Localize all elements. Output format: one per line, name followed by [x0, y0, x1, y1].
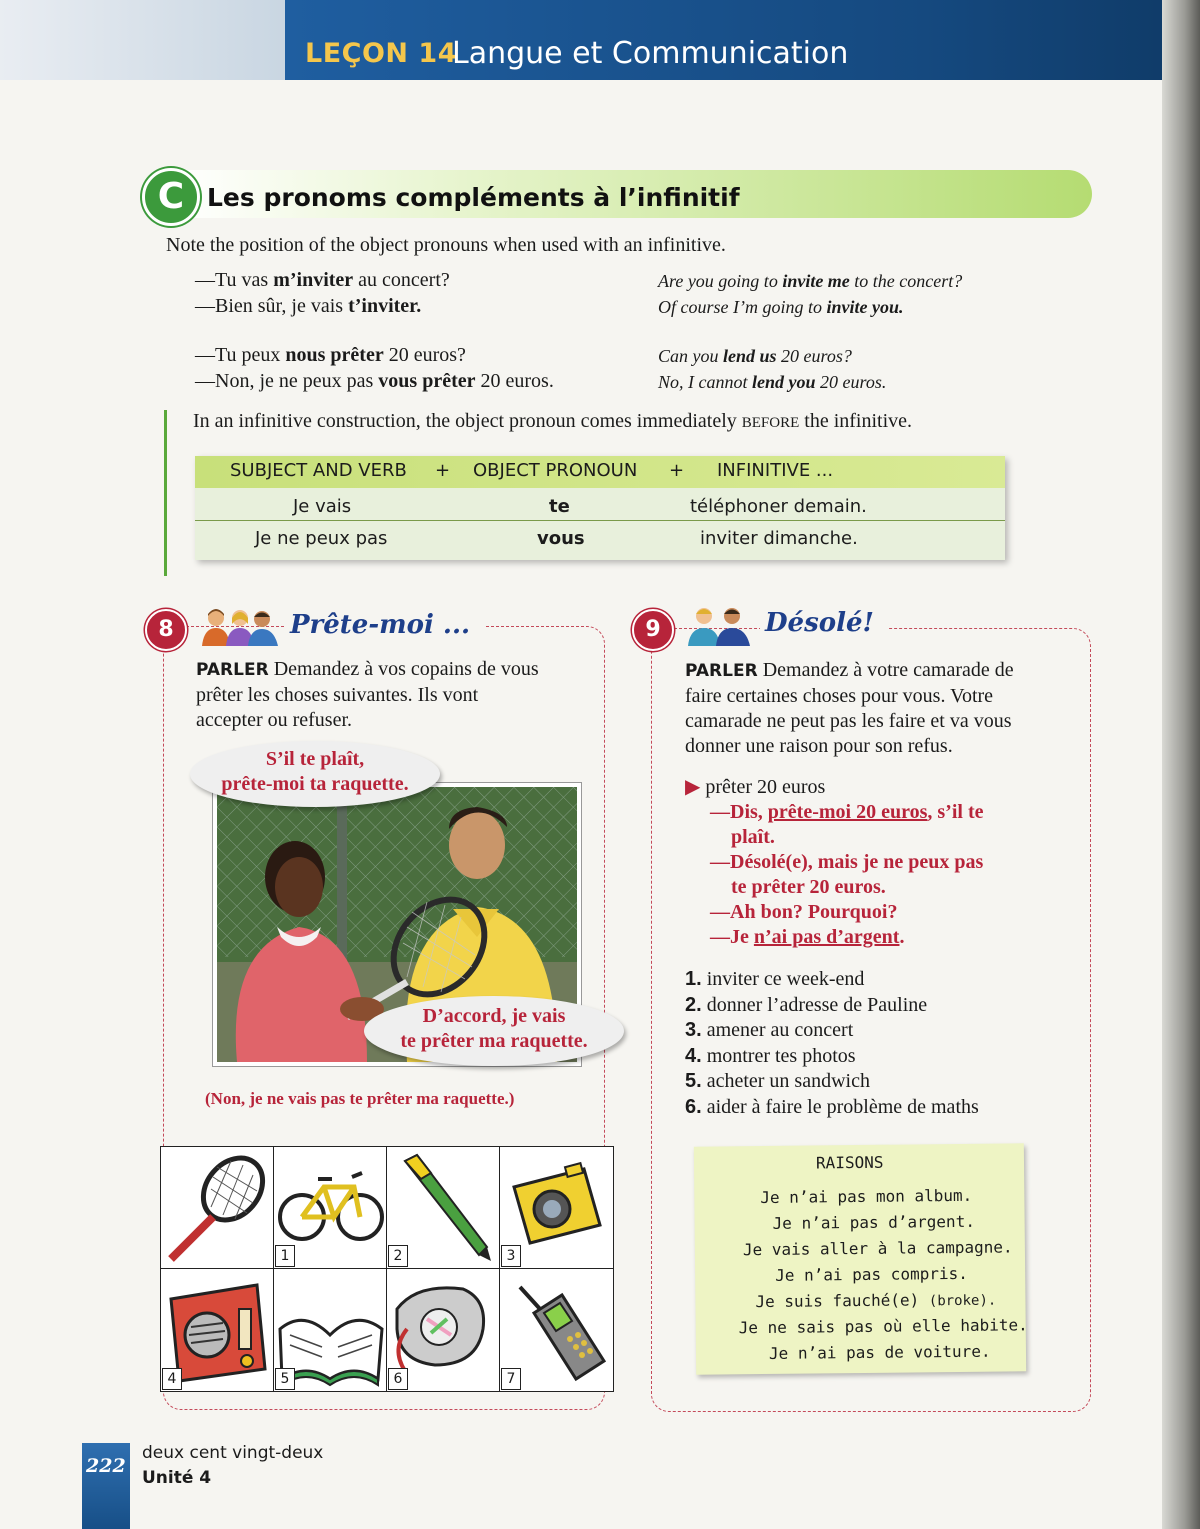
table-cell-subject-2: Je ne peux pas — [255, 528, 388, 549]
activity-8-number: 8 — [145, 609, 187, 651]
activity-9-instructions: PARLER Demandez à votre camarade de faire certaines choses pour vous. Votre camarade ne peut pas les faire et va vous donner une raison pour son refus. — [685, 659, 1014, 757]
raison-7: Je n’ai pas de voiture. — [768, 1341, 991, 1363]
raison-5: Je suis fauché(e) (broke). — [755, 1290, 997, 1312]
example-en-4: No, I cannot lend you 20 euros. — [658, 372, 887, 392]
section-intro: Note the position of the object pronouns when used with an infinitive. — [166, 234, 726, 256]
grid-number-1: 1 — [275, 1245, 295, 1267]
lesson-title: Langue et Communication — [452, 36, 849, 71]
example-fr-4: —Non, je ne peux pas vous prêter 20 euros. — [195, 370, 554, 392]
th-subject-verb: SUBJECT AND VERB — [230, 460, 407, 481]
parler-label-8: PARLER — [196, 660, 269, 680]
grid-cell-4 — [161, 1269, 274, 1391]
grammar-table-header — [195, 456, 1005, 488]
activity-9-number: 9 — [632, 609, 674, 651]
book-spine-shadow — [1162, 0, 1200, 1529]
table-cell-infinitive-2: inviter dimanche. — [700, 528, 858, 549]
table-cell-pronoun-2: vous — [537, 528, 585, 549]
grid-cell-6 — [387, 1269, 500, 1391]
header-left-band — [0, 0, 285, 80]
list-item: 1. inviter ce week-end — [685, 968, 865, 990]
rule-accent-line — [164, 410, 167, 576]
table-cell-pronoun-1: te — [549, 496, 570, 517]
tennis-racket-icon — [161, 1147, 274, 1269]
grid-number-2: 2 — [388, 1245, 408, 1267]
model-cue: ▶ prêter 20 euros — [685, 776, 826, 798]
list-item: 4. montrer tes photos — [685, 1044, 856, 1067]
th-plus-2: + — [669, 460, 685, 481]
grid-cell-5 — [274, 1269, 387, 1391]
rule-text: In an infinitive construction, the object pronoun comes immediately BEFORE the infinitive. — [193, 410, 913, 432]
table-cell-subject-1: Je vais — [293, 496, 352, 517]
example-en-1: Are you going to invite me to the concert? — [658, 271, 963, 291]
lesson-label: LEÇON 14 — [305, 38, 457, 69]
grid-cell-3 — [500, 1147, 613, 1269]
example-fr-1: —Tu vas m’inviter au concert? — [195, 269, 450, 291]
example-en-2: Of course I’m going to invite you. — [658, 297, 904, 317]
raison-3: Je vais aller à la campagne. — [742, 1237, 1013, 1260]
section-title: Les pronoms compléments à l’infinitif — [207, 183, 740, 212]
grid-number-7: 7 — [501, 1368, 521, 1390]
grid-cell-1 — [274, 1147, 387, 1269]
grid-cell-7 — [500, 1269, 613, 1391]
list-item: 3. amener au concert — [685, 1019, 854, 1041]
raisons-title: RAISONS — [815, 1152, 884, 1173]
list-item: 5. acheter un sandwich — [685, 1070, 870, 1092]
page-number: 222 — [86, 1455, 126, 1477]
parler-label-9: PARLER — [685, 661, 758, 681]
play-triangle-icon: ▶ — [685, 776, 701, 798]
page-number-words: deux cent vingt-deux — [142, 1443, 324, 1463]
activity-8-title: Prête-moi ... — [290, 610, 471, 640]
example-fr-2: —Bien sûr, je vais t’inviter. — [195, 295, 422, 317]
raison-4: Je n’ai pas compris. — [775, 1263, 968, 1285]
speech-bubble-reply: D’accord, je vais te prêter ma raquette. — [364, 996, 624, 1066]
grid-cell-model — [161, 1147, 274, 1269]
grid-cell-2 — [387, 1147, 500, 1269]
table-divider — [195, 520, 1005, 521]
example-fr-3: —Tu peux nous prêter 20 euros? — [195, 344, 466, 366]
speech-bubble-request: S’il te plaît, prête-moi ta raquette. — [190, 741, 440, 807]
activity-9-title: Désolé! — [765, 608, 874, 638]
grid-number-5: 5 — [275, 1368, 295, 1390]
raison-1: Je n’ai pas mon album. — [760, 1185, 973, 1208]
table-cell-infinitive-1: téléphoner demain. — [690, 496, 867, 517]
grid-number-4: 4 — [162, 1368, 182, 1390]
list-item: 2. donner l’adresse de Pauline — [685, 993, 928, 1016]
th-infinitive: INFINITIVE ... — [717, 460, 834, 481]
model-dialogue: —Dis, prête-moi 20 euros, s’il te plaît. —Désolé(e), mais je ne peux pas te prêter 20 euros. —Ah bon? Pourquoi? —Je n’ai pas d’argent. — [710, 801, 984, 948]
activity-8-instructions: PARLER Demandez à vos copains de vous prêter les choses suivantes. Ils vont accepter ou refuser. — [196, 658, 539, 731]
objects-grid — [160, 1146, 614, 1392]
section-letter-badge: C — [142, 168, 200, 226]
th-plus-1: + — [435, 460, 451, 481]
unit-label: Unité 4 — [142, 1468, 212, 1488]
activity-9-items — [685, 967, 979, 1120]
raison-2: Je n’ai pas d’argent. — [772, 1211, 976, 1233]
alternative-answer: (Non, je ne vais pas te prêter ma raquette.) — [205, 1089, 515, 1108]
grid-number-6: 6 — [388, 1368, 408, 1390]
raison-6: Je ne sais pas où elle habite. — [738, 1315, 1028, 1338]
example-en-3: Can you lend us 20 euros? — [658, 346, 852, 366]
th-object-pronoun: OBJECT PRONOUN — [473, 460, 638, 481]
raisons-note — [694, 1143, 1026, 1374]
grid-number-3: 3 — [501, 1245, 521, 1267]
friends-group-icon — [198, 606, 282, 648]
friends-pair-icon — [686, 604, 756, 648]
grammar-table — [195, 456, 1005, 560]
list-item: 6. aider à faire le problème de maths — [685, 1095, 979, 1118]
